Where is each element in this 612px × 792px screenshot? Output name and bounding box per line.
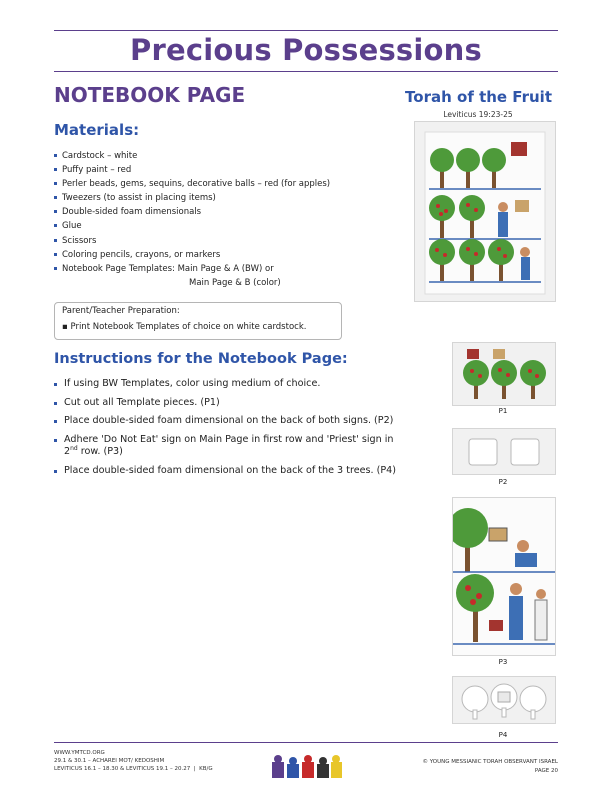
page-title: Precious Possessions <box>130 33 482 67</box>
caption-p1: P1 <box>498 407 508 415</box>
footer-scripture: LEVITICUS 16.1 – 18.30 & LEVITICUS 19.1 – 20.27 | KB/G <box>54 766 213 772</box>
list-item: Place double-sided foam dimensional on the back of both signs. (P2) <box>54 415 444 427</box>
list-item: Notebook Page Templates: Main Page & A (BW) or <box>54 262 330 276</box>
footer-left <box>54 749 213 773</box>
footer-rule <box>54 742 558 743</box>
photo-p4 <box>452 676 556 724</box>
logo-icon <box>270 752 344 780</box>
caption-p2: P2 <box>498 478 508 486</box>
caption-p3: P3 <box>498 658 508 666</box>
prep-box <box>54 302 342 340</box>
craft-main-photo <box>414 121 556 302</box>
list-item: Puffy paint – red <box>54 163 330 177</box>
list-item: If using BW Templates, color using medium of choice. <box>54 378 444 390</box>
materials-heading: Materials: <box>54 121 140 139</box>
header-bottom-rule <box>54 71 558 72</box>
list-item: Scissors <box>54 234 330 248</box>
footer-page-number: PAGE 20 <box>534 767 558 774</box>
list-item: Glue <box>54 219 330 233</box>
craft-main-illustration <box>415 122 555 301</box>
list-item: Tweezers (to assist in placing items) <box>54 191 330 205</box>
placed-signs-illustration <box>453 498 555 655</box>
list-item: Place double-sided foam dimensional on the back of the 3 trees. (P4) <box>54 465 444 477</box>
list-item-continuation: Main Page & B (color) <box>189 277 281 288</box>
prep-title: Parent/Teacher Preparation: <box>62 306 180 316</box>
craft-reference: Leviticus 19:23-25 <box>443 110 513 119</box>
footer-copyright: © YOUNG MESSIANIC TORAH OBSERVANT ISRAEL <box>422 759 558 765</box>
prep-item: ▪ Print Notebook Templates of choice on white cardstock. <box>62 322 307 332</box>
list-item: Double-sided foam dimensionals <box>54 205 330 219</box>
photo-p1 <box>452 342 556 406</box>
list-item: Coloring pencils, crayons, or markers <box>54 248 330 262</box>
photo-p3 <box>452 497 556 656</box>
photo-p2 <box>452 428 556 475</box>
list-item: Perler beads, gems, sequins, decorative balls – red (for apples) <box>54 177 330 191</box>
caption-p4: P4 <box>498 731 508 739</box>
section-heading: NOTEBOOK PAGE <box>54 83 246 107</box>
instructions-heading: Instructions for the Notebook Page: <box>54 351 348 367</box>
list-item: Cut out all Template pieces. (P1) <box>54 397 444 409</box>
foam-dimensionals-illustration <box>453 429 555 474</box>
trees-cutouts-illustration <box>453 343 555 405</box>
materials-list <box>54 149 330 290</box>
list-item: Cardstock – white <box>54 149 330 163</box>
instructions-list <box>54 378 444 483</box>
footer-right <box>380 758 558 775</box>
list-item: Adhere 'Do Not Eat' sign on Main Page in first row and 'Priest' sign in 2nd row. (P3) <box>54 434 444 458</box>
header-top-rule <box>54 30 558 31</box>
footer-parasha: 29.1 & 30.1 – ACHAREI MOT/ KEDOSHIM <box>54 758 165 764</box>
tree-cutouts-with-foam-illustration <box>453 677 555 723</box>
footer-website: WWW.YMTCD.ORG <box>54 750 105 756</box>
craft-title: Torah of the Fruit <box>405 88 552 106</box>
